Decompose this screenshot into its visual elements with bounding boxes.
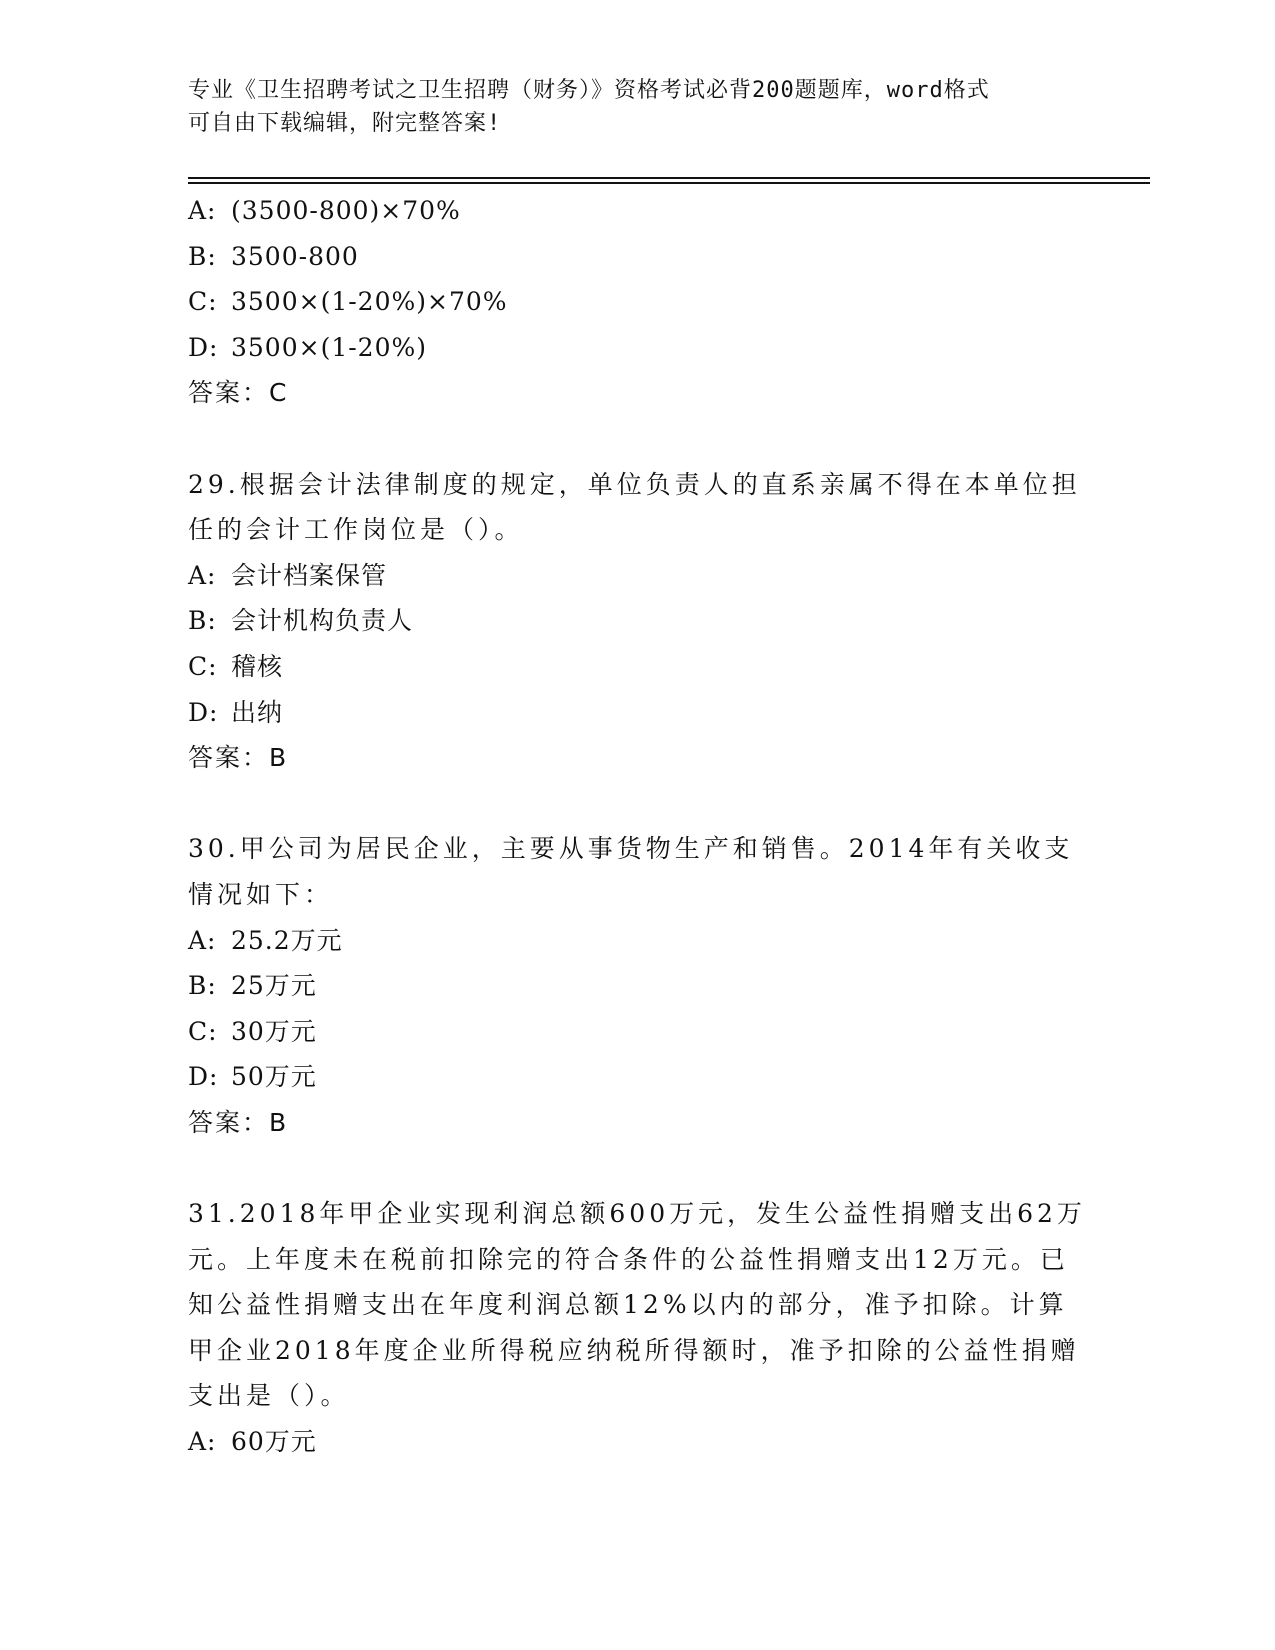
option-b: B: 25万元 — [188, 971, 317, 1001]
option-c: C: 30万元 — [188, 1016, 317, 1046]
answer-line: 答案：B — [188, 1107, 289, 1137]
question-block-31 — [188, 1191, 1088, 1465]
option-d: D: 50万元 — [188, 1062, 317, 1092]
question-text: 29.根据会计法律制度的规定，单位负责人的直系亲属不得在本单位担任的会计工作岗位是（）。 — [188, 469, 1081, 545]
option-d: D: 出纳 — [188, 697, 284, 727]
option-b: B: 会计机构负责人 — [188, 606, 414, 636]
document-header — [188, 74, 1068, 140]
question-text: 30.甲公司为居民企业，主要从事货物生产和销售。2014年有关收支情况如下： — [188, 834, 1074, 909]
header-line-1: 专业《卫生招聘考试之卫生招聘（财务）》资格考试必背200题题库，word格式 — [188, 78, 990, 103]
header-rule-top — [188, 177, 1150, 179]
option-c: C: 稽核 — [188, 651, 284, 681]
option-a: A: 会计档案保管 — [188, 560, 388, 590]
option-b: B: 3500-800 — [188, 241, 359, 271]
question-block-29 — [188, 462, 1088, 781]
question-text: 31.2018年甲企业实现利润总额600万元，发生公益性捐赠支出62万元。上年度未在税前扣除完的符合条件的公益性捐赠支出12万元。已知公益性捐赠支出在年度利润总额12%以内的部分，准予扣除。计算甲企业2018年度企业所得税应纳税所得额时，准予扣除的公益性捐赠支出是（）。 — [188, 1199, 1086, 1411]
option-a: A: (3500-800)×70% — [188, 196, 461, 225]
option-a: A: 25.2万元 — [188, 925, 343, 955]
question-block-30 — [188, 826, 1088, 1145]
option-c: C: 3500×(1-20%)×70% — [188, 287, 508, 317]
option-d: D: 3500×(1-20%) — [188, 332, 427, 362]
header-line-2: 可自由下载编辑，附完整答案! — [188, 111, 502, 136]
question-list — [188, 188, 1088, 1465]
answer-line: 答案：C — [188, 378, 289, 408]
header-rule-bottom — [188, 182, 1150, 184]
question-block-28 — [188, 188, 1088, 416]
answer-line: 答案：B — [188, 743, 289, 773]
option-a: A: 60万元 — [188, 1427, 317, 1457]
